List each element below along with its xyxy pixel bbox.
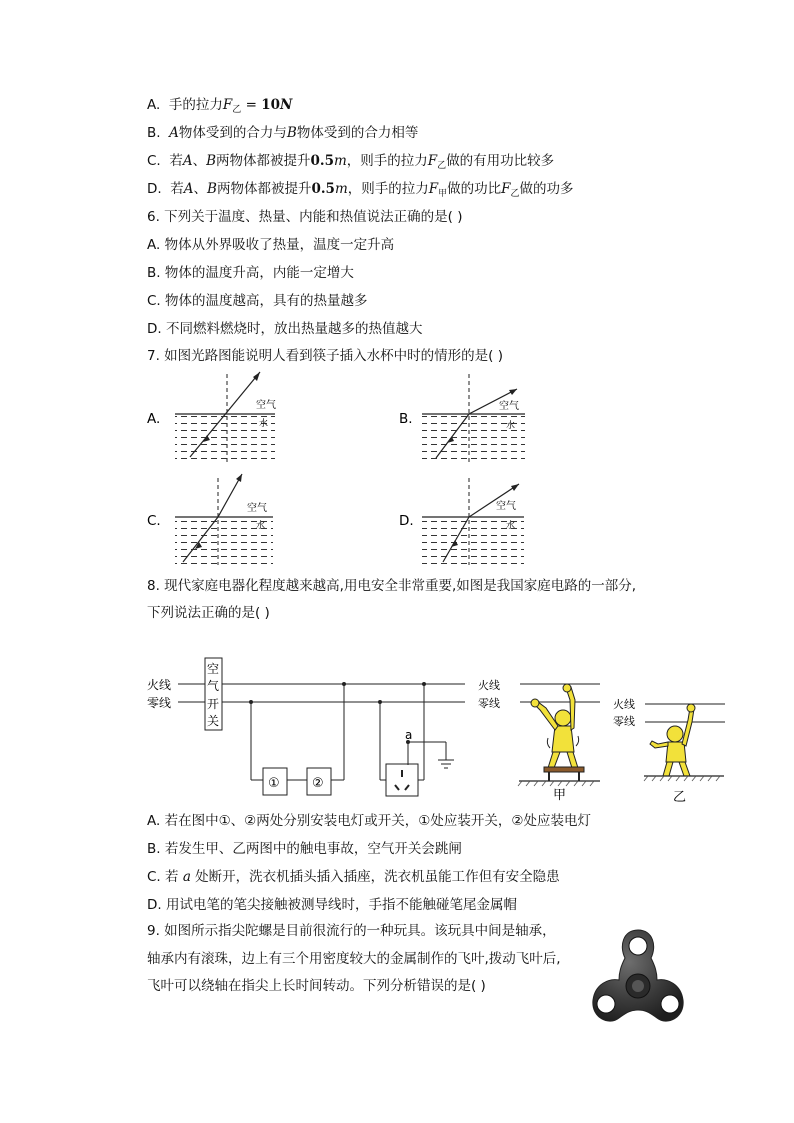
q8-position-1: ①	[268, 776, 280, 791]
q7-air-b: 空气	[499, 401, 519, 412]
q9-stem-line1: 9. 如图所示指尖陀螺是目前很流行的一种玩具。该玩具中间是轴承，	[147, 923, 556, 939]
q8-option-a: A. 若在图中①、②两处分别安装电灯或开关，①处应装开关，②处应装电灯	[147, 813, 591, 829]
q9-stem-line3: 飞叶可以绕轴在指尖上长时间转动。下列分析错误的是( )	[147, 978, 486, 994]
q8-label-yi: 乙	[673, 790, 687, 805]
q8-yi-neutral: 零线	[613, 715, 635, 728]
q8-stem-line1: 8. 现代家庭电器化程度越来越高,用电安全非常重要,如图是我国家庭电路的一部分,	[147, 578, 637, 594]
q8-option-c: C. 若 a 处断开，洗衣机插头插入插座，洗衣机虽能工作但有安全隐患	[147, 869, 560, 885]
q8-jia-live: 火线	[478, 679, 500, 692]
q8-breaker-char4: 关	[207, 714, 220, 728]
q8-option-d: D. 用试电笔的笔尖接触被测导线时，手指不能触碰笔尾金属帽	[147, 897, 517, 913]
q8-label-jia: 甲	[553, 788, 567, 803]
q8-position-2: ②	[312, 776, 324, 791]
q5-option-a: A. 手的拉力$F_乙 = 10N$	[147, 97, 293, 115]
q8-option-b: B. 若发生甲、乙两图中的触电事故，空气开关会跳闸	[147, 841, 462, 857]
q5-option-b: B. A物体受到的合力与B物体受到的合力相等	[147, 125, 419, 141]
q6-option-b: B. 物体的温度升高，内能一定增大	[147, 265, 354, 281]
q5-option-c: C. 若A、B两物体都被提升0.5m，则手的拉力$F_乙$做的有用功比较多	[147, 153, 555, 171]
q8-yi-live: 火线	[613, 698, 635, 711]
q8-label-neutral: 零线	[147, 696, 172, 710]
q7-air-d: 空气	[496, 501, 516, 512]
q8-person-yi	[613, 697, 725, 805]
q8-breaker-char2: 气	[207, 679, 220, 693]
q7-label-b: B.	[399, 411, 413, 427]
q7-water-d: 水	[506, 521, 516, 531]
q8-stem-line2: 下列说法正确的是( )	[147, 605, 270, 621]
q7-label-d: D.	[399, 513, 414, 529]
q7-stem: 7. 如图光路图能说明人看到筷子插入水杯中时的情形的是( )	[147, 348, 503, 364]
q6-option-a: A. 物体从外界吸收了热量，温度一定升高	[147, 237, 395, 253]
q7-label-c: C.	[147, 513, 161, 529]
q7-air-a: 空气	[256, 400, 276, 411]
q8-label-live: 火线	[147, 678, 172, 692]
q9-stem-line2: 轴承内有滚珠，边上有三个用密度较大的金属制作的飞叶,拨动飞叶后,	[147, 951, 561, 967]
q8-jia-neutral: 零线	[478, 697, 500, 710]
q7-air-c: 空气	[247, 503, 267, 514]
q8-breaker-char3: 开	[207, 697, 220, 711]
q7-water-b: 水	[506, 421, 516, 431]
q7-water-c: 水	[256, 521, 266, 531]
q8-point-a: a	[405, 728, 413, 742]
q6-option-c: C. 物体的温度越高，具有的热量越多	[147, 293, 368, 309]
fidget-spinner-image	[583, 922, 693, 1037]
q6-option-d: D. 不同燃料燃烧时，放出热量越多的热值越大	[147, 321, 423, 337]
q6-stem: 6. 下列关于温度、热量、内能和热值说法正确的是( )	[147, 209, 463, 225]
q5-option-d: D. 若A、B两物体都被提升0.5m，则手的拉力$F_甲$做的功比$F_乙$做的功多	[147, 181, 574, 199]
q7-water-a: 水	[259, 419, 269, 429]
q8-breaker-char1: 空	[207, 662, 220, 676]
q7-label-a: A.	[147, 411, 161, 427]
q8-person-jia	[478, 678, 600, 803]
